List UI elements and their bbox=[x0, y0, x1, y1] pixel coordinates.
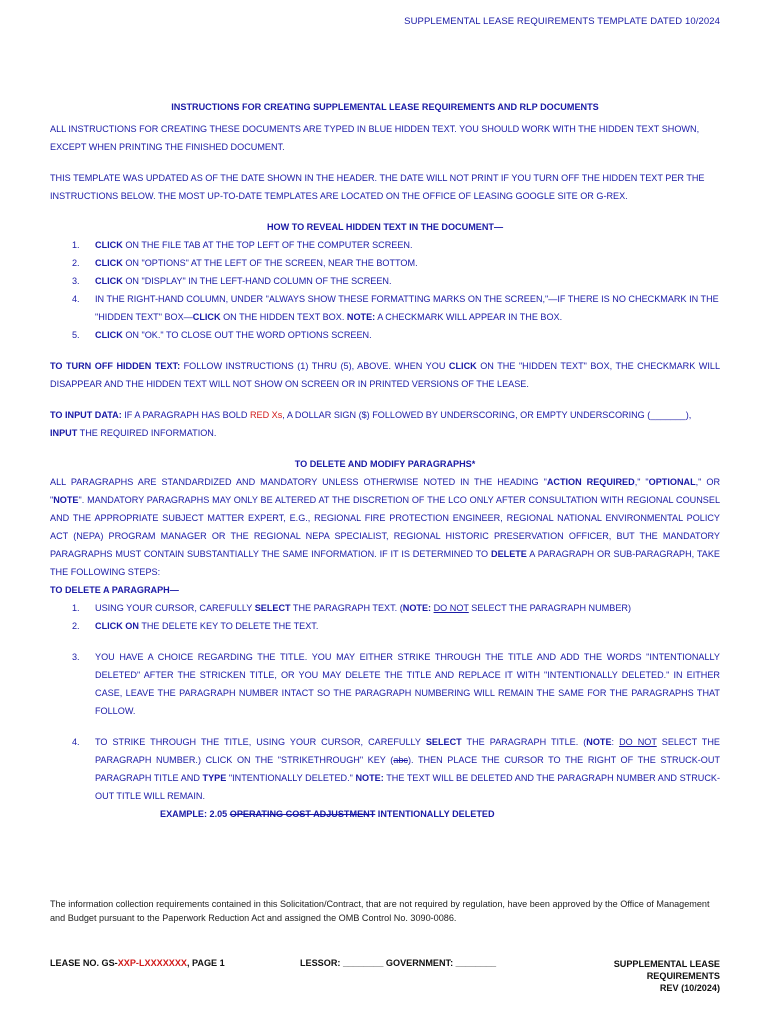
to-delete-title: TO DELETE A PARAGRAPH— bbox=[50, 585, 179, 595]
step-text: ). THEN PLACE THE CURSOR TO THE RIGHT OF THE STRUCK-OUT PARAGRAPH TITLE AND bbox=[95, 755, 721, 783]
list-item bbox=[50, 272, 720, 290]
click-keyword: CLICK bbox=[448, 361, 477, 371]
paragraph-text: THE REQUIRED INFORMATION. bbox=[77, 428, 217, 438]
step-text: ON "OK." TO CLOSE OUT THE WORD OPTIONS SCREEN. bbox=[122, 330, 372, 340]
paragraph-text: ". MANDATORY PARAGRAPHS MAY ONLY BE ALTERED AT THE DISCRETION OF THE LCO ONLY AFTER CONSULTATION WITH REGIONAL COUNSEL AND THE APPROPRIATE SUBJECT MATTER EXPERT, E.G., REGIONAL FIRE PROTECTION ENGINEER, REGIONAL NATIONAL ENVIRONMENTAL POLICY ACT (NEPA) PROGRAM MANAGER OR THE REGIONAL NEPA SPECIALIST, REGIONAL HISTORIC PRESERVATION OFFICER, BUT THE MANDATORY PARAGRAPHS MUST CONTAIN SUBSTANTIALLY THE SAME INFORMATION. IF IT IS DETERMINED TO bbox=[50, 495, 720, 559]
footer-text: , PAGE 1 bbox=[186, 958, 225, 968]
step-bold: CLICK bbox=[192, 312, 221, 322]
do-not-underlined: DO NOT bbox=[619, 737, 657, 747]
document-body bbox=[50, 98, 720, 823]
red-xs-text: RED Xs bbox=[249, 410, 283, 420]
step-number: 5. bbox=[72, 330, 80, 340]
list-item bbox=[50, 236, 720, 254]
note-keyword: NOTE: bbox=[355, 773, 384, 783]
reveal-steps-list bbox=[50, 236, 720, 344]
step-number: 4. bbox=[72, 737, 80, 747]
step-text: SELECT THE PARAGRAPH NUMBER) bbox=[468, 603, 631, 613]
footer-text: LEASE NO. GS- bbox=[50, 958, 118, 968]
step-text: : bbox=[611, 737, 620, 747]
paragraph-text: ALL PARAGRAPHS ARE STANDARDIZED AND MANDATORY UNLESS OTHERWISE NOTED IN THE HEADING " bbox=[50, 477, 547, 487]
type-keyword: TYPE bbox=[202, 773, 227, 783]
optional-keyword: OPTIONAL bbox=[648, 477, 696, 487]
paragraph-text: ON THE "HIDDEN TEXT" BOX, THE CHECKMARK WILL DISAPPEAR AND THE HIDDEN TEXT WILL NOT SHOW ON SCREEN OR IN PRINTED VERSIONS OF THE LEASE. bbox=[50, 361, 721, 389]
step-number: 1. bbox=[72, 603, 80, 613]
note-keyword: NOTE: bbox=[402, 603, 432, 613]
list-item bbox=[50, 599, 720, 617]
paragraph-text: ," OR " bbox=[50, 477, 721, 505]
step-number: 4. bbox=[72, 294, 80, 304]
delete-modify-title: TO DELETE AND MODIFY PARAGRAPHS* bbox=[294, 459, 476, 469]
list-item bbox=[50, 733, 720, 805]
step-number: 3. bbox=[72, 276, 80, 286]
step-text: THE DELETE KEY TO DELETE THE TEXT. bbox=[138, 621, 319, 631]
turn-off-hidden-text-paragraph bbox=[50, 357, 720, 393]
delete-steps-list bbox=[50, 599, 720, 635]
list-item bbox=[50, 290, 720, 326]
step-text: ON "OPTIONS" AT THE LEFT OF THE SCREEN, NEAR THE BOTTOM. bbox=[122, 258, 418, 268]
step-text: SELECT THE PARAGRAPH NUMBER.) CLICK ON THE "STRIKETHROUGH" KEY ( bbox=[95, 737, 720, 765]
select-keyword: SELECT bbox=[254, 603, 291, 613]
step-number: 1. bbox=[72, 240, 80, 250]
omb-notice: The information collection requirements contained in this Solicitation/Contract, that are not required by regulation, have been approved by the Office of Management and Budget pursuant to the Paperwork Reduction Act and assigned the OMB Control No. 3090-0086. bbox=[50, 899, 710, 923]
step-text: ON THE FILE TAB AT THE TOP LEFT OF THE COMPUTER SCREEN. bbox=[122, 240, 413, 250]
input-data-label: TO INPUT DATA: bbox=[50, 410, 122, 420]
step-text: "INTENTIONALLY DELETED." bbox=[226, 773, 356, 783]
paragraph-text: A PARAGRAPH OR SUB-PARAGRAPH, TAKE THE FOLLOWING STEPS: bbox=[50, 549, 721, 577]
step-bold: CLICK ON bbox=[95, 621, 139, 631]
paragraph-text: , A DOLLAR SIGN ($) FOLLOWED BY UNDERSCORING, OR EMPTY UNDERSCORING (_______), bbox=[282, 410, 692, 420]
input-keyword: INPUT bbox=[50, 428, 78, 438]
step-text: USING YOUR CURSOR, CAREFULLY bbox=[95, 603, 255, 613]
example-line bbox=[50, 805, 720, 823]
strikethrough-key-sample: abc bbox=[393, 755, 408, 765]
intro-paragraph-1: ALL INSTRUCTIONS FOR CREATING THESE DOCUMENTS ARE TYPED IN BLUE HIDDEN TEXT. YOU SHOULD WORK WITH THE HIDDEN TEXT SHOWN, EXCEPT WHEN PRINTING THE FINISHED DOCUMENT. bbox=[50, 124, 700, 152]
delete-steps-list-cont2 bbox=[50, 733, 720, 805]
footer-text: REQUIREMENTS bbox=[646, 971, 720, 981]
document-header: SUPPLEMENTAL LEASE REQUIREMENTS TEMPLATE DATED 10/2024 bbox=[404, 16, 720, 27]
input-data-paragraph bbox=[50, 406, 720, 442]
example-label: EXAMPLE: 2.05 bbox=[160, 809, 230, 819]
paragraph-text: IF A PARAGRAPH HAS BOLD bbox=[121, 410, 250, 420]
step-bold: CLICK bbox=[95, 258, 123, 268]
delete-steps-list-cont bbox=[50, 648, 720, 720]
paragraph-text: FOLLOW INSTRUCTIONS (1) THRU (5), ABOVE. WHEN YOU bbox=[180, 361, 449, 371]
example-rest: INTENTIONALLY DELETED bbox=[375, 809, 495, 819]
note-keyword: NOTE bbox=[586, 737, 612, 747]
note-keyword: NOTE bbox=[53, 495, 79, 505]
step-text: YOU HAVE A CHOICE REGARDING THE TITLE. YOU MAY EITHER STRIKE THROUGH THE TITLE AND ADD THE WORDS "INTENTIONALLY DELETED" AFTER THE STRICKEN TITLE, OR YOU MAY DELETE THE TITLE AND REPLACE IT WITH "INTENTIONALLY DELETED." IN EITHER CASE, LEAVE THE PARAGRAPH NUMBER INTACT SO THE PARAGRAPH NUMBERING WILL REMAIN THE SAME FOR THE PARAGRAPHS THAT FOLLOW. bbox=[95, 652, 720, 716]
step-text: THE PARAGRAPH TEXT. ( bbox=[290, 603, 403, 613]
footer-doc-title bbox=[614, 958, 720, 994]
step-number: 3. bbox=[72, 652, 80, 662]
step-bold: CLICK bbox=[95, 240, 123, 250]
list-item bbox=[50, 326, 720, 344]
paragraph-text: ," " bbox=[634, 477, 649, 487]
step-text: TO STRIKE THROUGH THE TITLE, USING YOUR CURSOR, CAREFULLY bbox=[95, 737, 426, 747]
instructions-title: INSTRUCTIONS FOR CREATING SUPPLEMENTAL LEASE REQUIREMENTS AND RLP DOCUMENTS bbox=[171, 102, 599, 112]
intro-paragraph-2: THIS TEMPLATE WAS UPDATED AS OF THE DATE SHOWN IN THE HEADER. THE DATE WILL NOT PRINT IF YOU TURN OFF THE HIDDEN TEXT PER THE INSTRUCTIONS BELOW. THE MOST UP-TO-DATE TEMPLATES ARE LOCATED ON THE OFFICE OF LEASING GOOGLE SITE OR G-REX. bbox=[50, 173, 705, 201]
step-text: A CHECKMARK WILL APPEAR IN THE BOX. bbox=[375, 312, 563, 322]
footer-lease-number bbox=[50, 958, 225, 968]
reveal-hidden-text-title: HOW TO REVEAL HIDDEN TEXT IN THE DOCUMENT— bbox=[266, 222, 504, 232]
list-item bbox=[50, 254, 720, 272]
step-text: THE PARAGRAPH TITLE. ( bbox=[461, 737, 587, 747]
step-number: 2. bbox=[72, 258, 80, 268]
step-text: ON "DISPLAY" IN THE LEFT-HAND COLUMN OF THE SCREEN. bbox=[122, 276, 392, 286]
step-text: THE TEXT WILL BE DELETED AND THE PARAGRAPH NUMBER AND STRUCK-OUT TITLE WILL REMAIN. bbox=[95, 773, 720, 801]
step-text: IN THE RIGHT-HAND COLUMN, UNDER "ALWAYS SHOW THESE FORMATTING MARKS ON THE SCREEN,"—IF THERE IS NO CHECKMARK IN THE "HIDDEN TEXT" BOX— bbox=[95, 294, 719, 322]
step-note: NOTE: bbox=[346, 312, 376, 322]
footer-revision: REV (10/2024) bbox=[659, 983, 720, 993]
example-struck-title: OPERATING COST ADJUSTMENT bbox=[229, 809, 376, 819]
action-required-keyword: ACTION REQUIRED bbox=[546, 477, 635, 487]
footer-lease-placeholder: XXP-LXXXXXXX bbox=[117, 958, 187, 968]
step-text: ON THE HIDDEN TEXT BOX. bbox=[220, 312, 347, 322]
step-bold: CLICK bbox=[95, 276, 123, 286]
delete-keyword: DELETE bbox=[491, 549, 527, 559]
do-not-underlined: DO NOT bbox=[433, 603, 469, 613]
step-bold: CLICK bbox=[95, 330, 123, 340]
footer-signatures: LESSOR: ________ GOVERNMENT: ________ bbox=[300, 958, 497, 968]
step-number: 2. bbox=[72, 621, 80, 631]
list-item bbox=[50, 617, 720, 635]
delete-modify-paragraph bbox=[50, 473, 720, 581]
turn-off-label: TO TURN OFF HIDDEN TEXT: bbox=[50, 361, 181, 371]
list-item bbox=[50, 648, 720, 720]
select-keyword: SELECT bbox=[425, 737, 462, 747]
footer-text: SUPPLEMENTAL LEASE bbox=[613, 959, 720, 969]
